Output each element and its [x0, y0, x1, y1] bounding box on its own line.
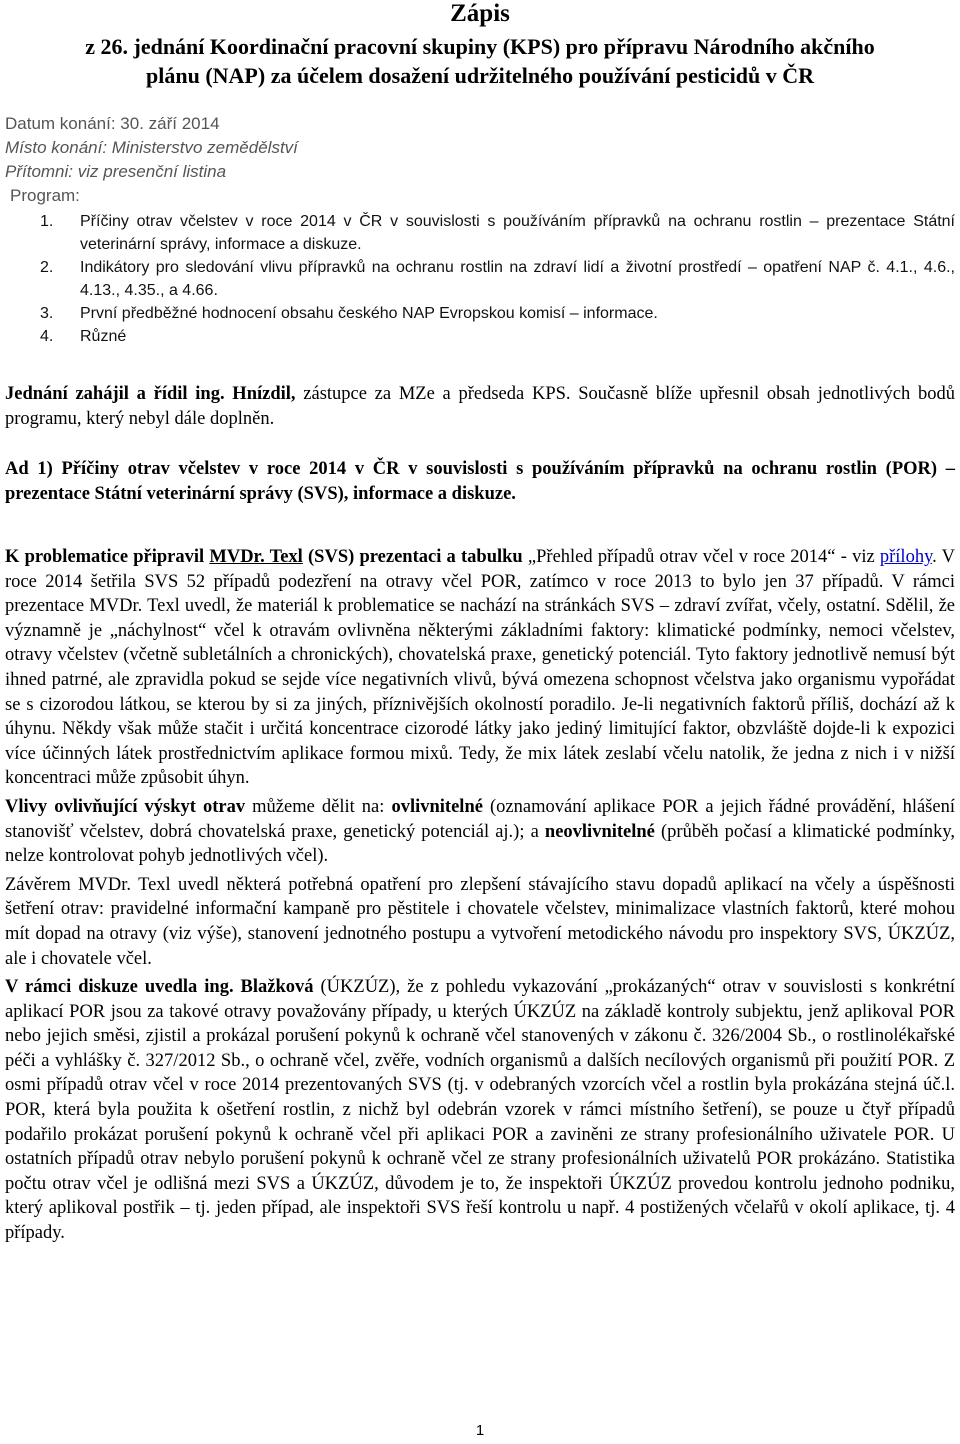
page-number: 1	[475, 1422, 485, 1439]
agenda-item-text: Indikátory pro sledování vlivu přípravků na ochranu rostlin na zdraví lidí a životní prostředí – opatření NAP č. 4.1., 4.6., 4.13., 4.35., a 4.66.	[80, 259, 955, 299]
para2-bold-2: ovlivnitelné	[391, 796, 483, 817]
para4-text: (ÚKZÚZ), že z pohledu vykazování „prokázaných“ otrav v souvislosti s konkrétní aplikací POR jsou za takové otravy považovány případy, u kterých ÚKZÚZ na základě kontroly subjektu, jenž aplikoval POR nebo jejich směsi, zjistil a prokázal porušení pokynů k ochraně včel stanovených v zákonu č. 326/2004 Sb., o rostlinolékařské péči a vyhlášky č. 327/2012 Sb., o ochraně včel, zvěře, vodních organismů a dalších necílových organismů při použití POR. Z osmi případů otrav včel v roce 2014 prezentovaných SVS (tj. v odebraných vzorcích včel a rostlin byla prokázána stejná úč.l. POR, která byla použita k ošetření rostlin, z nichž byl odebrán vzorek v rámci místního šetření), se pouze u čtyř případů podařilo prokázat porušení pokynů k ochraně včel při aplikaci POR a zaviněni ze strany profesionálního uživatele POR. U ostatních případů otrav nebylo porušení pokynů k ochraně včel ze strany profesionálních uživatelů POR prokázáno. Statistika počtu otrav včel je odlišná mezi SVS a ÚKZÚZ, důvodem je to, že inspektoři ÚKZÚZ provedou kontrolu jednoho podniku, který aplikoval postřik – tj. jeden případ, ale inspektoři SVS řeší kontrolu u např. 4 postižených včelařů v okolí aplikace, tj. 4 případy.	[5, 977, 955, 1244]
para1-bold-2: (SVS) prezentaci a tabulku	[302, 547, 523, 567]
agenda-item-text: Různé	[80, 328, 127, 345]
meeting-date: Datum konání: 30. září 2014	[5, 114, 220, 133]
para2-text-3: (průběh počasí a klimatické podmínky, nelze kontrolovat pohyb jednotlivých včel).	[5, 821, 955, 867]
para1-text: „Přehled případů otrav včel v roce 2014“ - viz	[522, 547, 880, 567]
para2-bold: Vlivy ovlivňující výskyt otrav	[5, 796, 246, 817]
agenda-item-number: 1.	[40, 213, 54, 230]
agenda-item-number: 4.	[40, 328, 54, 345]
paragraph-influences	[5, 795, 955, 869]
subtitle-line-1: z 26. jednání Koordinační pracovní skupiny (KPS) pro přípravu Národního akčního	[85, 34, 875, 59]
agenda-item-text: Příčiny otrav včelstev v roce 2014 v ČR v souvislosti s používáním přípravků na ochranu rostlin – prezentace Státní veterinární správy, informace a diskuze.	[80, 213, 955, 253]
agenda-item	[40, 302, 955, 325]
section-heading-ad1: Ad 1) Příčiny otrav včelstev v roce 2014 v ČR v souvislosti s používáním přípravků na ochranu rostlin (POR) – prezentace Státní veterinární správy (SVS), informace a diskuze.	[5, 459, 955, 504]
para4-bold: V rámci diskuze uvedla ing. Blažková	[5, 977, 314, 998]
meeting-attendees: Přítomni: viz presenční listina	[5, 162, 227, 181]
opening-bold: Jednání zahájil a řídil ing. Hnízdil,	[5, 384, 296, 404]
paragraph-discussion	[5, 975, 955, 1246]
document-subtitle	[5, 32, 955, 90]
agenda-item-text: První předběžné hodnocení obsahu českého NAP Evropskou komisí – informace.	[80, 305, 658, 322]
agenda-item-number: 3.	[40, 305, 54, 322]
meeting-place: Místo konání: Ministerstvo zemědělství	[5, 138, 298, 157]
subtitle-line-2: plánu (NAP) za účelem dosažení udržitelného používání pesticidů v ČR	[146, 63, 814, 88]
presenter-name: MVDr. Texl	[209, 547, 303, 567]
paragraph-presentation	[5, 545, 955, 791]
para2-text-2: (oznamování aplikace POR a jejich řádné provádění, hlášení stanovišť včelstev, dobrá chovatelská praxe, genetický potenciál aj.); a	[5, 796, 955, 842]
opening-text: zástupce za MZe a předseda KPS. Současně blíže upřesnil obsah jednotlivých bodů programu, který nebyl dále doplněn.	[5, 384, 955, 429]
program-label: Program:	[10, 186, 80, 205]
para1-bold: K problematice připravil	[5, 547, 210, 567]
para2-bold-3: neovlivnitelné	[544, 821, 655, 842]
body-text	[5, 545, 955, 1246]
document-title: Zápis	[450, 0, 510, 27]
para1-text-2: . V roce 2014 šetřila SVS 52 případů podezření na otravy včel POR, zatímco v roce 2013 to bylo jen 37 případů. V rámci prezentace MVDr. Texl uvedl, že materiál k problematice se nachází na stránkách SVS – zdraví zvířat, včely, ostatní. Sdělil, že významně je „náchylnost“ včel k otravám ovlivněna některými základními faktory: klimatické podmínky, nemoci včelstev, otravy včelstev (včetně subletálních a chronických), chovatelská praxe, genetický potenciál. Tyto faktory jednotlivě nemusí být ihned patrné, ale zpravidla pokud se sejde více negativních vlivů, bývá omezena schopnost včelstva jako organismu vypořádat se s cizorodou látkou, se kterou by si za jiných, příznivějších okolností poradilo. Je-li negativních faktorů příliš, dochází až k úhynu. Někdy však může stačit i určitá koncentrace cizorodé látky jako jediný limitující faktor, obzvláště dojde-li k expozici více účinných látek prostřednictvím aplikace formou mixů. Tedy, že mix látek zeslabí včelu natolik, že jedna z nich i v nižší koncentraci může způsobit úhyn.	[5, 547, 955, 789]
agenda-item	[40, 256, 955, 302]
agenda-item	[40, 210, 955, 256]
para2-text: můžeme dělit na:	[245, 796, 392, 817]
agenda-item	[40, 325, 955, 348]
opening-paragraph	[5, 382, 955, 431]
agenda-item-number: 2.	[40, 259, 54, 276]
attachments-link[interactable]: přílohy	[879, 547, 933, 567]
paragraph-conclusion: Závěrem MVDr. Texl uvedl některá potřebná opatření pro zlepšení stávajícího stavu dopadů aplikací na včely a úspěšnosti šetření otrav: pravidelné informační kampaně pro pěstitele i chovatele včelstev, minimalizace vlastních faktorů, které mohou mít dopad na otravy (viz výše), stanovení jednotného postupu a vytvoření metodického návodu pro inspektory SVS, ÚKZÚZ, ale i chovatele včel.	[5, 874, 955, 969]
agenda-list	[40, 210, 955, 348]
